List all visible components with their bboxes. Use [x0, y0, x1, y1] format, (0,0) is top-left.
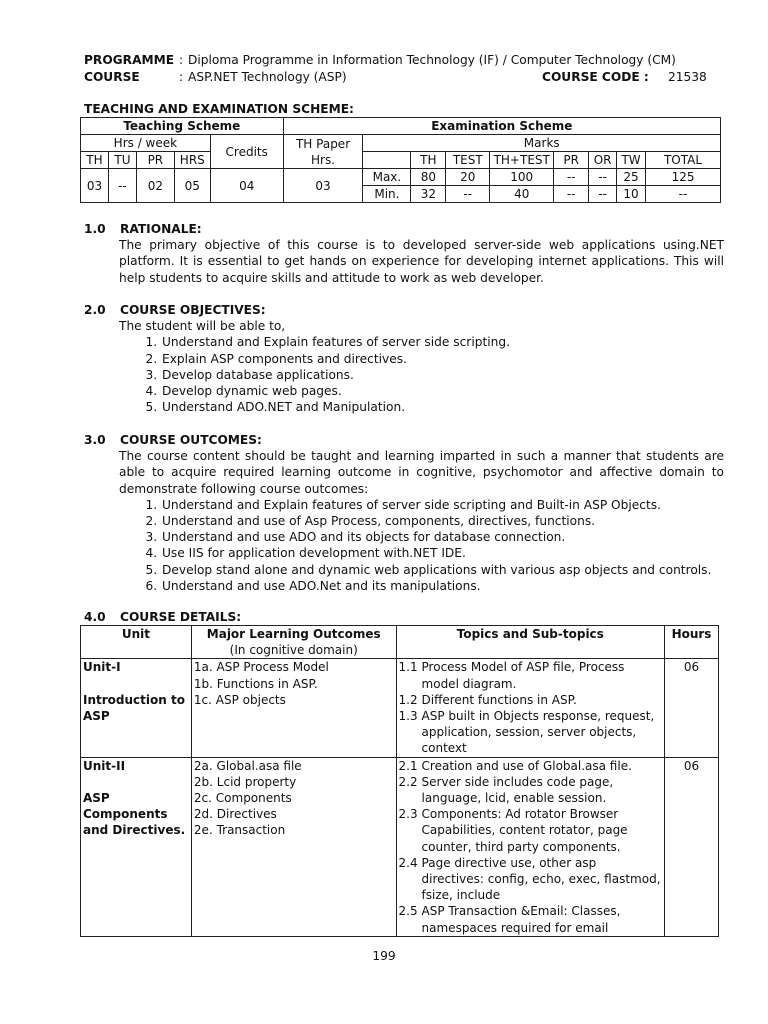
hours-cell: 06 [665, 757, 719, 936]
programme-value: Diploma Programme in Information Technology (IF) / Computer Technology (CM) [188, 53, 676, 67]
th-paper-header: TH Paper Hrs. [283, 135, 363, 169]
outcomes-cell [191, 659, 396, 757]
unit-name: ASP Components and Directives. [83, 790, 186, 838]
unit-cell [81, 659, 192, 757]
objectives-title: COURSE OBJECTIVES: [120, 303, 266, 317]
topic-line [399, 708, 662, 757]
credits-header: Credits [210, 135, 283, 169]
mark-col-test: TEST [446, 152, 490, 169]
topic-line [399, 758, 662, 774]
rationale-heading [84, 221, 724, 237]
page-number: 199 [372, 949, 396, 963]
unit-name: Introduction to ASP [83, 692, 185, 723]
topic-number: 2.2 [398, 774, 418, 789]
objective-item: 2. Explain ASP components and directives. [161, 351, 724, 367]
objectives-heading [84, 302, 724, 318]
unit-cell [81, 757, 192, 936]
details-title: COURSE DETAILS: [120, 610, 242, 624]
topic-line [399, 855, 662, 904]
rationale-text: The primary objective of this course is to developed server-side web applications using.NET platform. It is essential to get hands on experience for developing internet applications. This will help students to acquire skills and attitude to work as web developer. [119, 238, 724, 285]
scheme-title: TEACHING AND EXAMINATION SCHEME: [84, 102, 354, 116]
mark-col-pr: PR [554, 152, 589, 169]
objectives-section [84, 302, 724, 415]
outcome-line: 2b. Lcid property [193, 774, 297, 789]
min-tw: 10 [617, 186, 646, 203]
teach-col-pr: PR [136, 152, 174, 169]
col-outcomes-subtitle: (In cognitive domain) [229, 643, 358, 658]
min-test: -- [446, 186, 490, 203]
outcome-line: 2d. Directives [193, 807, 277, 822]
course-details-table [80, 625, 719, 937]
outcome-line: 1a. ASP Process Model [193, 660, 329, 675]
outcome-item: 2. Understand and use of Asp Process, components, directives, functions. [161, 513, 724, 529]
unit-number: Unit-II [83, 758, 126, 773]
course-code-label: COURSE CODE : [542, 70, 649, 84]
min-total: -- [646, 186, 721, 203]
details-heading [84, 609, 724, 625]
outcomes-section [84, 432, 724, 594]
rationale-section [84, 221, 724, 286]
mark-col-th-test: TH+TEST [490, 152, 554, 169]
topic-text: Components: Ad rotator Browser Capabilities, content rotator, page counter, third party components. [421, 807, 628, 854]
topic-line [399, 692, 662, 708]
outcome-line: 2e. Transaction [193, 823, 286, 838]
objective-item: 1. Understand and Explain features of server side scripting. [161, 334, 724, 350]
scheme-table [80, 117, 721, 203]
hours-cell: 06 [665, 659, 719, 757]
topic-number: 2.5 [398, 904, 418, 919]
outcome-item: 6. Understand and use ADO.Net and its manipulations. [161, 578, 724, 594]
topic-line [399, 774, 662, 806]
outcomes-title: COURSE OUTCOMES: [120, 433, 262, 447]
table-row [81, 757, 719, 936]
teach-value-tu: -- [108, 169, 136, 203]
details-number: 4.0 [84, 610, 106, 624]
min-th-test: 40 [490, 186, 554, 203]
course-colon: : [179, 70, 184, 84]
outcome-line: 1b. Functions in ASP. [193, 676, 318, 691]
course-row [84, 69, 724, 86]
outcome-item: 3. Understand and use ADO and its objects for database connection. [161, 529, 724, 545]
teach-value-pr: 02 [136, 169, 174, 203]
exam-scheme-header: Examination Scheme [283, 118, 720, 135]
col-topics-header: Topics and Sub-topics [396, 626, 664, 659]
table-row [81, 659, 719, 757]
col-outcomes-title: Major Learning Outcomes [206, 627, 381, 641]
topic-text: Creation and use of Global.asa file. [421, 758, 632, 773]
outcome-line: 2c. Components [193, 791, 292, 806]
col-hours-header: Hours [665, 626, 719, 659]
programme-label: PROGRAMME [84, 53, 175, 67]
topic-text: ASP Transaction &Email: Classes, namespaces required for email [421, 904, 621, 935]
outcomes-intro: The course content should be taught and learning imparted in such a manner that students are able to acquire required learning outcome in cognitive, psychomotor and affective domain to demonstrate following course outcomes: [119, 449, 724, 496]
details-header-row [81, 626, 719, 659]
objectives-intro: The student will be able to, [119, 319, 286, 334]
max-th: 80 [411, 169, 446, 186]
topic-number: 2.3 [398, 807, 418, 822]
outcome-item: 4. Use IIS for application development with.NET IDE. [161, 545, 724, 561]
teach-value-hrs: 05 [174, 169, 210, 203]
course-value: ASP.NET Technology (ASP) [188, 70, 347, 84]
outcomes-heading [84, 432, 724, 448]
th-paper-value: 03 [283, 169, 363, 203]
max-label: Max. [363, 169, 411, 186]
mark-col-total: TOTAL [646, 152, 721, 169]
teach-col-th: TH [81, 152, 109, 169]
teach-value-th: 03 [81, 169, 109, 203]
max-pr: -- [554, 169, 589, 186]
outcomes-cell [191, 757, 396, 936]
outcome-line: 2a. Global.asa file [193, 758, 302, 773]
col-outcomes-header [191, 626, 396, 659]
objective-item: 5. Understand ADO.NET and Manipulation. [161, 399, 724, 415]
rationale-number: 1.0 [84, 222, 106, 236]
objective-item: 3. Develop database applications. [161, 367, 724, 383]
topic-number: 2.4 [398, 855, 418, 870]
min-label: Min. [363, 186, 411, 203]
unit-number: Unit-I [83, 660, 121, 675]
programme-colon: : [179, 53, 184, 67]
topics-cell [396, 757, 664, 936]
rationale-title: RATIONALE: [120, 222, 202, 236]
topics-cell [396, 659, 664, 757]
details-section-heading-wrap [84, 609, 724, 625]
max-or: -- [589, 169, 617, 186]
topic-line [399, 903, 662, 935]
max-total: 125 [646, 169, 721, 186]
marks-header: Marks [363, 135, 721, 152]
teaching-scheme-header: Teaching Scheme [81, 118, 284, 135]
mark-col-th: TH [411, 152, 446, 169]
hrs-week-header: Hrs / week [81, 135, 211, 152]
topic-number: 1.3 [398, 709, 418, 724]
objectives-number: 2.0 [84, 303, 106, 317]
max-th-test: 100 [490, 169, 554, 186]
mark-col-or: OR [589, 152, 617, 169]
objective-item: 4. Develop dynamic web pages. [161, 383, 724, 399]
objectives-list [84, 334, 724, 415]
min-pr: -- [554, 186, 589, 203]
topic-number: 2.1 [398, 758, 418, 773]
topic-number: 1.2 [398, 692, 418, 707]
outcome-line: 1c. ASP objects [193, 692, 286, 707]
programme-row [84, 52, 724, 69]
col-unit-header: Unit [81, 626, 192, 659]
outcome-item: 1. Understand and Explain features of server side scripting and Built-in ASP Objects. [161, 497, 724, 513]
topic-text: ASP built in Objects response, request, application, session, server objects, context [421, 709, 655, 756]
min-th: 32 [411, 186, 446, 203]
max-tw: 25 [617, 169, 646, 186]
credits-value: 04 [210, 169, 283, 203]
marks-blank-cell [363, 152, 411, 169]
topic-number: 1.1 [398, 660, 418, 675]
topic-line [399, 659, 662, 691]
outcomes-list [84, 497, 724, 594]
topic-text: Process Model of ASP file, Process model diagram. [421, 660, 625, 691]
outcomes-number: 3.0 [84, 433, 106, 447]
course-code-value: 21538 [668, 70, 707, 84]
mark-col-tw: TW [617, 152, 646, 169]
teach-col-tu: TU [108, 152, 136, 169]
topic-line [399, 806, 662, 855]
outcome-item: 5. Develop stand alone and dynamic web applications with various asp objects and controls. [161, 562, 724, 578]
course-label: COURSE [84, 70, 140, 84]
topic-text: Server side includes code page, language, lcid, enable session. [421, 774, 614, 806]
max-test: 20 [446, 169, 490, 186]
topic-text: Page directive use, other asp directives: config, echo, exec, flastmod, fsize, include [421, 855, 661, 903]
min-or: -- [589, 186, 617, 203]
teach-col-hrs: HRS [174, 152, 210, 169]
topic-text: Different functions in ASP. [421, 692, 577, 707]
